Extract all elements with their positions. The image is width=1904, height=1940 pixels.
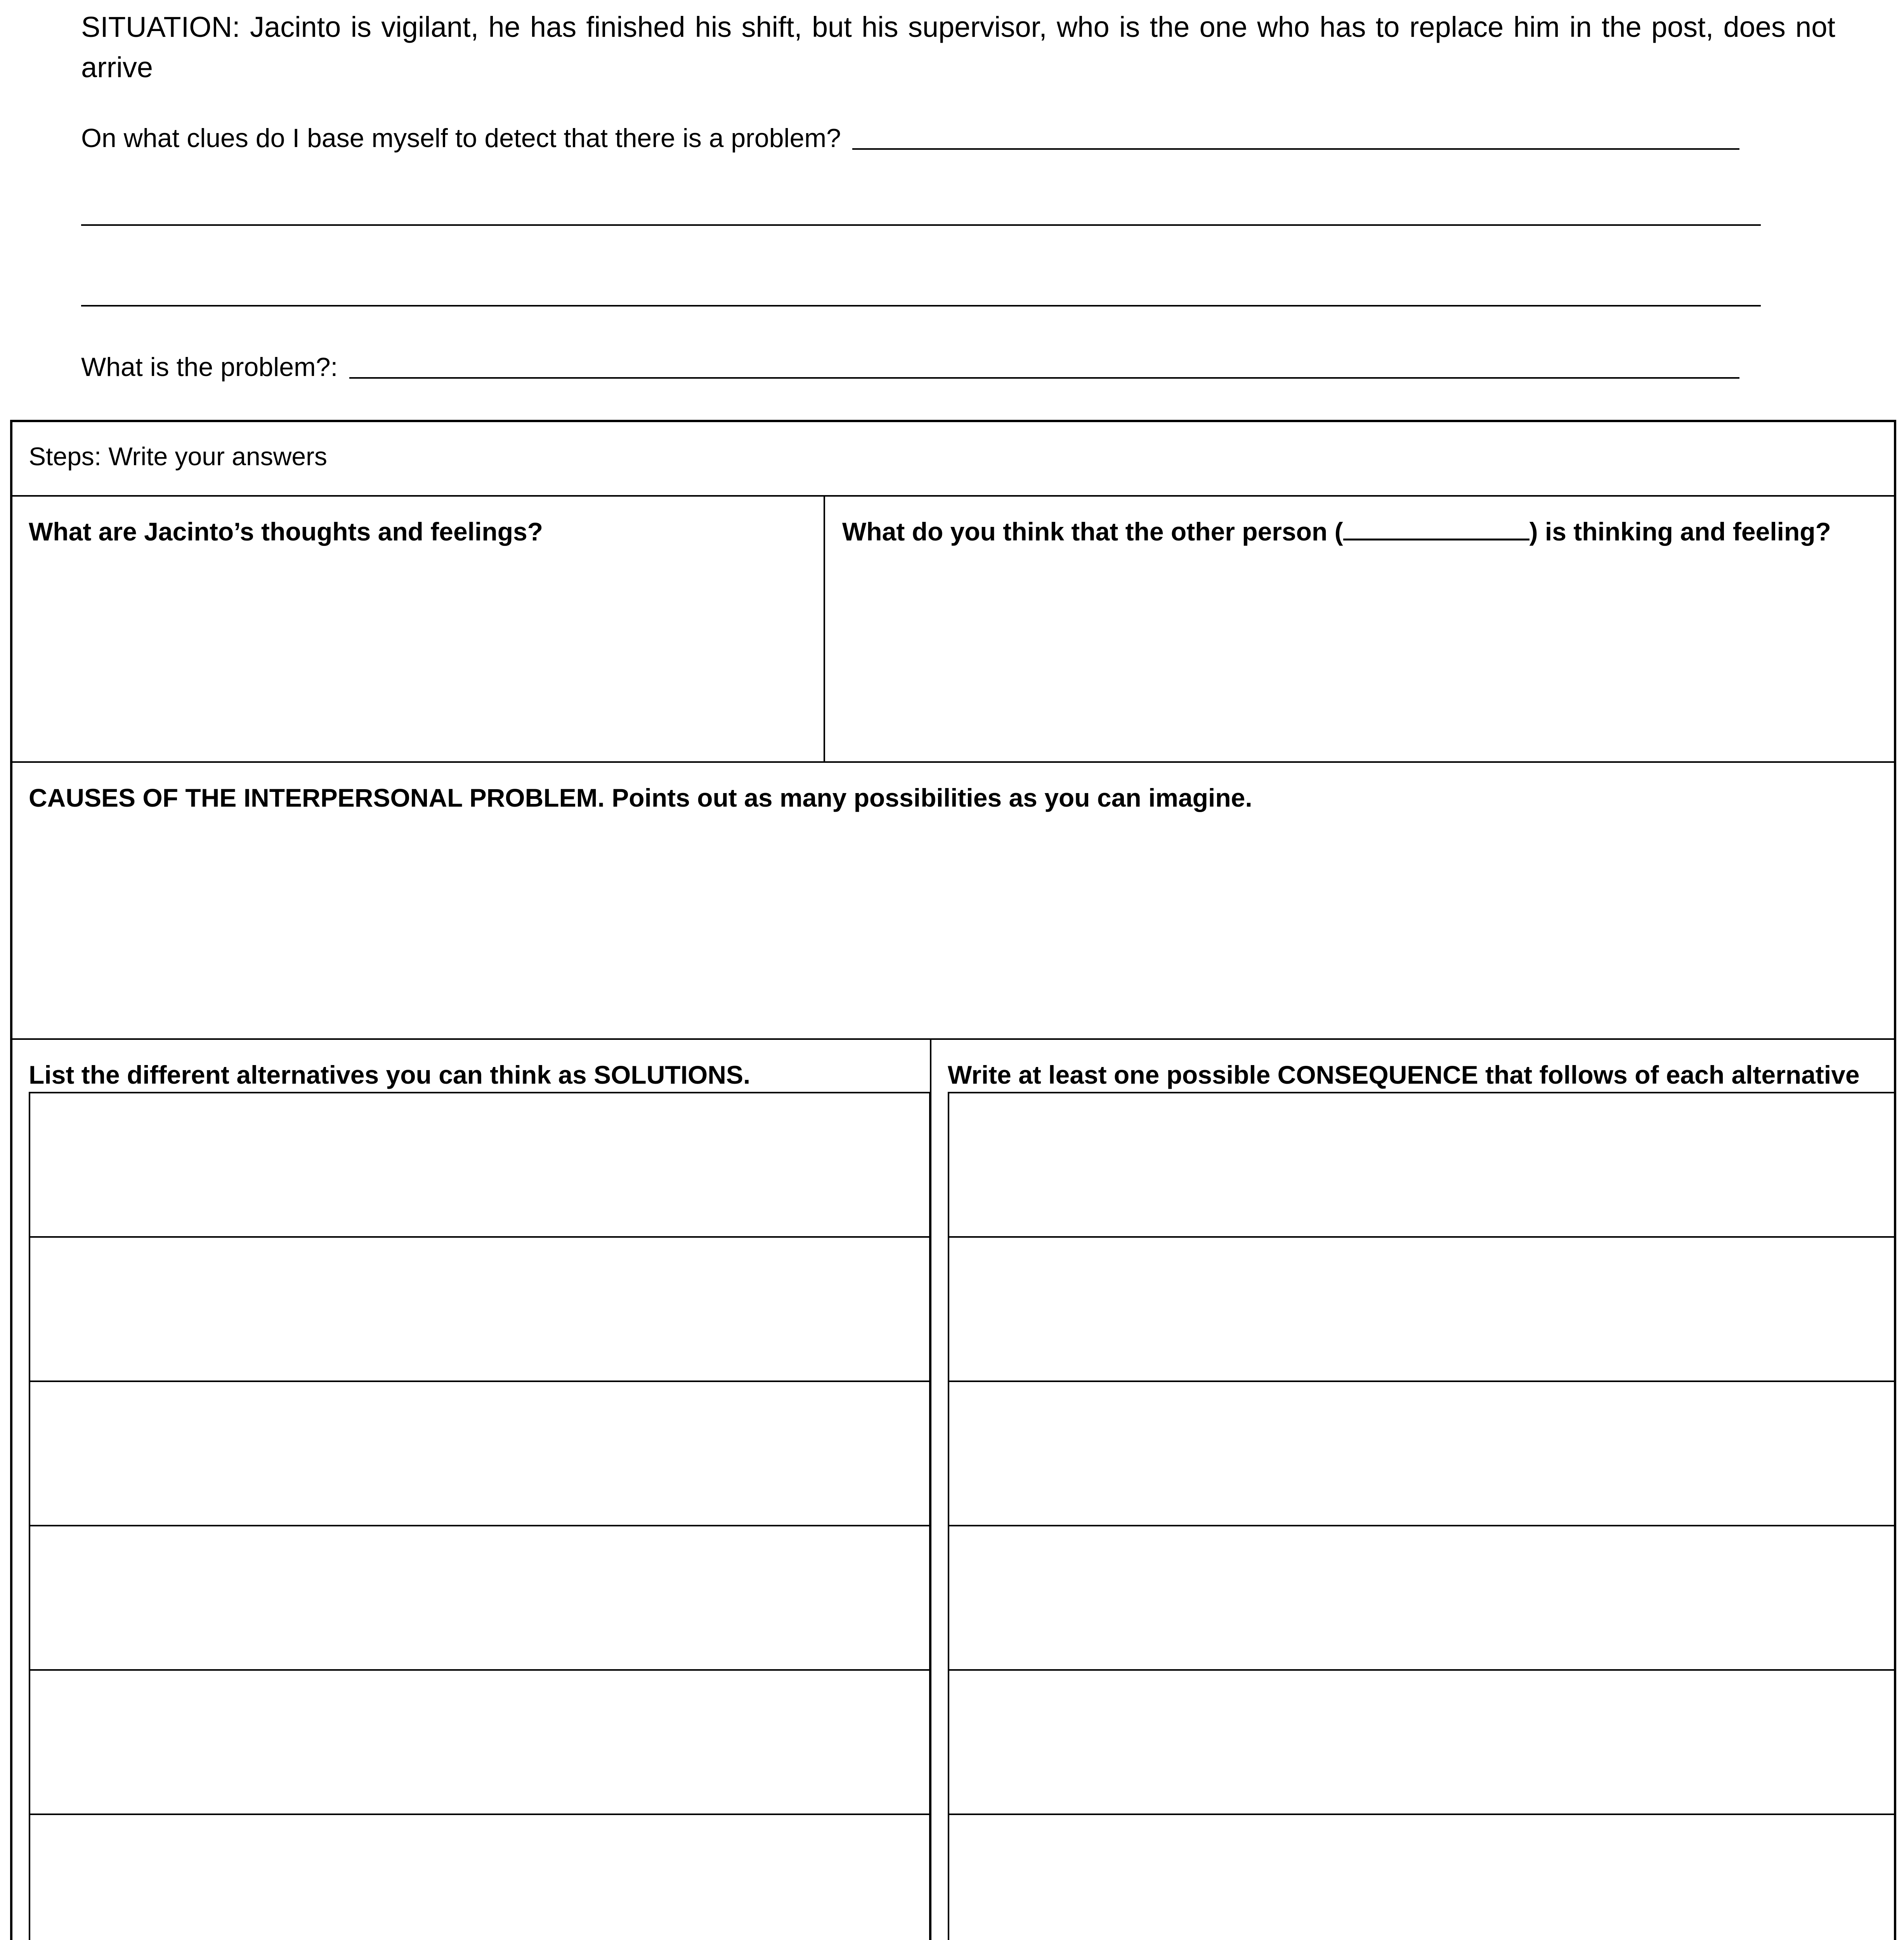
- causes-header: CAUSES OF THE INTERPERSONAL PROBLEM. Points out as many possibilities as you can imagine.: [29, 783, 1252, 812]
- consequence-cell[interactable]: [949, 1815, 1895, 1940]
- situation-text: SITUATION: Jacinto is vigilant, he has finished his shift, but his supervisor, who is the one who has to replace him in the post, does not arrive: [81, 11, 1835, 83]
- row-divider: [10, 495, 1896, 497]
- solution-cell[interactable]: [30, 1093, 929, 1236]
- other-person-name-blank[interactable]: [1343, 516, 1529, 540]
- solutions-header: List the different alternatives you can think as SOLUTIONS.: [29, 1060, 751, 1089]
- clues-answer-line-2[interactable]: [81, 224, 1761, 226]
- other-person-suffix: ) is thinking and feeling?: [1529, 517, 1831, 546]
- column-divider: [824, 495, 825, 761]
- solution-cell[interactable]: [30, 1671, 929, 1814]
- jacinto-thoughts-header: What are Jacinto’s thoughts and feelings?: [29, 517, 543, 546]
- consequences-header: Write at least one possible CONSEQUENCE that follows of each alternative: [948, 1060, 1860, 1089]
- row-divider: [10, 1038, 1896, 1040]
- solution-cell[interactable]: [30, 1815, 929, 1940]
- row-divider: [10, 761, 1896, 763]
- causes-answer-area[interactable]: [29, 823, 1876, 1024]
- consequence-cell[interactable]: [949, 1238, 1895, 1381]
- consequence-cell[interactable]: [949, 1093, 1895, 1236]
- other-person-answer-area[interactable]: [842, 559, 1882, 745]
- other-person-header: [842, 516, 1831, 547]
- solution-cell[interactable]: [30, 1238, 929, 1381]
- solution-cell[interactable]: [30, 1526, 929, 1669]
- jacinto-thoughts-answer-area[interactable]: [29, 559, 805, 745]
- clues-answer-line-3[interactable]: [81, 305, 1761, 307]
- problem-answer-line[interactable]: [349, 377, 1739, 379]
- consequence-cell[interactable]: [949, 1671, 1895, 1814]
- consequence-cell[interactable]: [949, 1526, 1895, 1669]
- consequence-cell[interactable]: [949, 1382, 1895, 1525]
- other-person-prefix: What do you think that the other person (: [842, 517, 1343, 546]
- clues-answer-line-1[interactable]: [852, 148, 1739, 150]
- solution-cell[interactable]: [30, 1382, 929, 1525]
- clues-question: On what clues do I base myself to detect that there is a problem?: [81, 123, 841, 153]
- steps-label: Steps: Write your answers: [29, 442, 328, 471]
- problem-question: What is the problem?:: [81, 352, 338, 382]
